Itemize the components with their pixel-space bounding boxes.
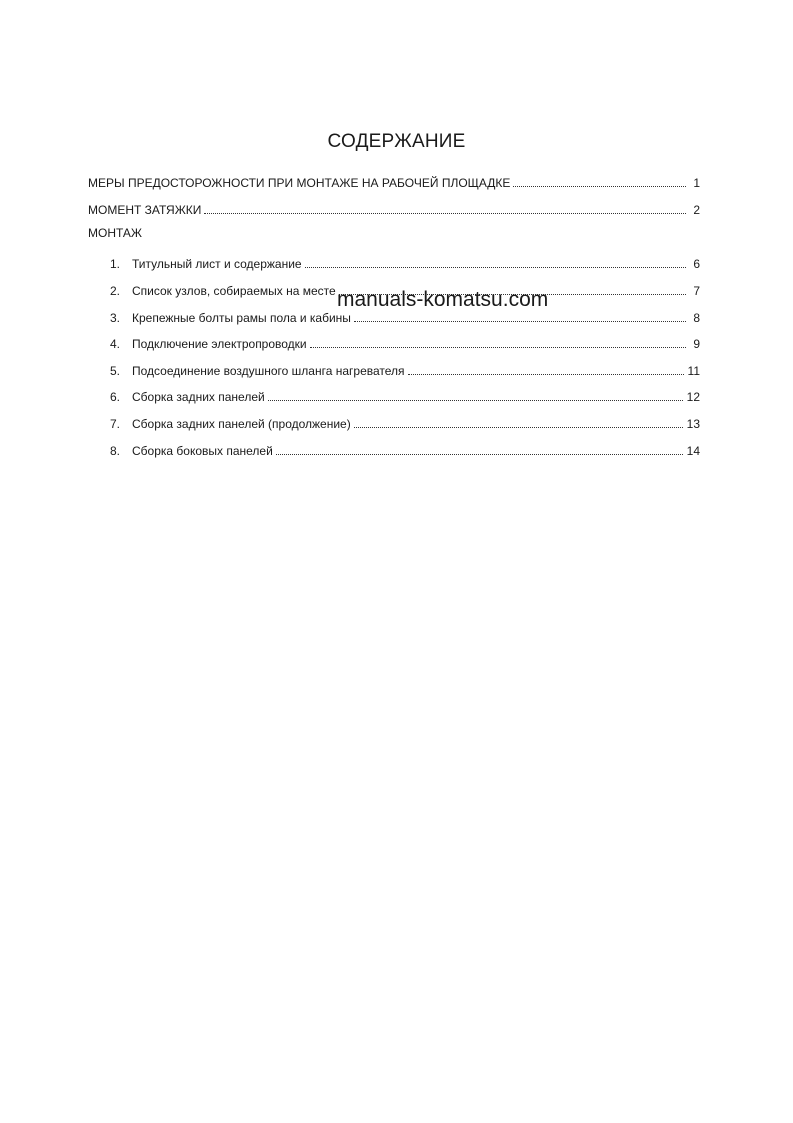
toc-entry-torque[interactable] [88, 197, 700, 217]
toc-entry-precautions[interactable] [88, 170, 700, 190]
toc-entry-page: 7 [693, 284, 700, 298]
page-title: СОДЕРЖАНИЕ [327, 131, 466, 152]
toc-entry-page: 2 [693, 203, 700, 217]
toc-sub-entry-8[interactable] [110, 438, 700, 458]
toc-entry-number: 4. [110, 337, 121, 351]
toc-entry-number: 5. [110, 364, 121, 378]
toc-entry-label: МОМЕНТ ЗАТЯЖКИ [88, 203, 202, 217]
toc-sub-entry-7[interactable] [110, 411, 700, 431]
toc-entry-page: 11 [687, 364, 700, 378]
toc-entry-label: МЕРЫ ПРЕДОСТОРОЖНОСТИ ПРИ МОНТАЖЕ НА РАБОЧЕЙ ПЛОЩАДКЕ [88, 176, 511, 190]
toc-entry-number: 2. [110, 284, 121, 298]
toc-entry-number: 7. [110, 417, 121, 431]
toc-entry-label: Подсоединение воздушного шланга нагревателя [132, 364, 405, 378]
dot-leader [354, 426, 683, 428]
toc-entry-page: 12 [686, 390, 700, 404]
toc-entry-number: 8. [110, 444, 121, 458]
toc-entry-page: 1 [693, 176, 700, 190]
dot-leader [310, 346, 686, 348]
toc-entry-label: Сборка задних панелей [132, 390, 265, 404]
dot-leader [354, 320, 686, 322]
toc-entry-label: Подключение электропроводки [132, 337, 307, 351]
toc-entry-label: Титульный лист и содержание [132, 257, 302, 271]
dot-leader [204, 212, 686, 214]
toc-entry-number: 3. [110, 311, 121, 325]
toc-sub-entry-1[interactable] [110, 251, 700, 271]
toc-entry-label: Сборка задних панелей (продолжение) [132, 417, 351, 431]
toc-entry-page: 14 [686, 444, 700, 458]
toc-entry-page: 13 [686, 417, 700, 431]
dot-leader [305, 266, 686, 268]
toc-entry-number: 1. [110, 257, 121, 271]
toc-sub-entry-4[interactable] [110, 331, 700, 351]
toc-entry-label: Крепежные болты рамы пола и кабины [132, 311, 351, 325]
dot-leader [513, 185, 686, 187]
toc-entry-page: 9 [693, 337, 700, 351]
toc-entry-page: 6 [693, 257, 700, 271]
toc-entry-number: 6. [110, 390, 121, 404]
toc-entry-label: Сборка боковых панелей [132, 444, 273, 458]
dot-leader [276, 453, 683, 455]
toc-sub-entry-5[interactable] [110, 358, 700, 378]
watermark-text: manuals-komatsu.com [337, 288, 549, 311]
toc-entry-page: 8 [693, 311, 700, 325]
dot-leader [408, 373, 684, 375]
toc-section-heading: МОНТАЖ [88, 226, 143, 240]
dot-leader [268, 399, 683, 401]
toc-entry-label: Список узлов, собираемых на месте [132, 284, 336, 298]
toc-sub-entry-6[interactable] [110, 384, 700, 404]
